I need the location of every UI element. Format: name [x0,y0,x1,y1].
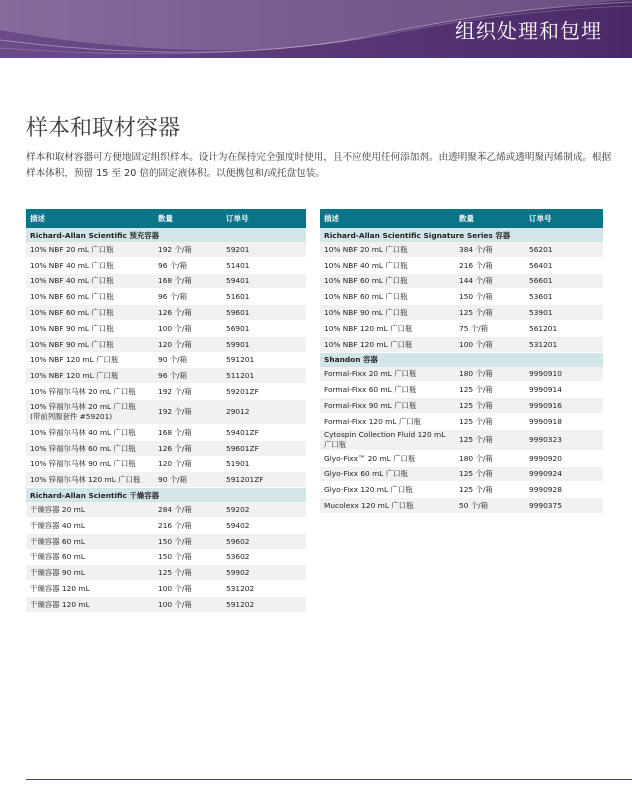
cell-description: 10% 锌福尔马林 40 mL 广口瓶 [26,424,154,440]
cell-description: 干燥容器 40 mL [26,517,154,533]
cell-order-number: 59901 [222,336,306,352]
header-banner [0,0,632,58]
cell-description: 干燥容器 120 mL [26,596,154,612]
cell-description: 10% 锌福尔马林 90 mL 广口瓶 [26,456,154,472]
cell-order-number: 561201 [525,320,603,336]
cell-description: 10% 锌福尔马林 120 mL 广口瓶 [26,472,154,488]
section-title: Richard-Allan Scientific 干燥容器 [26,488,306,503]
column-header-description: 描述 [26,209,154,228]
table-row [26,581,306,597]
cell-order-number: 59202 [222,502,306,517]
cell-quantity: 100 个/箱 [154,596,222,612]
cell-order-number: 53601 [525,289,603,305]
cell-description: 10% NBF 90 mL 广口瓶 [26,336,154,352]
section-header-row [26,228,306,242]
cell-quantity: 120 个/箱 [154,456,222,472]
cell-order-number: 591202 [222,596,306,612]
table-row [26,533,306,549]
section-title: Shandon 容器 [320,352,603,367]
cell-order-number: 51401 [222,257,306,273]
table-header-row [320,209,603,228]
table-row [320,336,603,352]
cell-quantity: 125 个/箱 [455,413,525,429]
cell-description: Glyo-Fixx™ 20 mL 广口瓶 [320,450,455,466]
cell-quantity: 126 个/箱 [154,305,222,321]
section-title: Richard-Allan Scientific 预充容器 [26,228,306,242]
cell-description: 10% NBF 60 mL 广口瓶 [320,273,455,289]
cell-description: 10% 锌福尔马林 20 mL 广口瓶 [26,384,154,400]
cell-quantity: 125 个/箱 [455,429,525,450]
cell-order-number: 9990375 [525,498,603,514]
table-row [320,498,603,514]
product-table-left [26,209,306,613]
table-row [320,398,603,414]
table-row [320,482,603,498]
cell-order-number: 9990916 [525,398,603,414]
cell-description: 10% NBF 120 mL 广口瓶 [320,320,455,336]
cell-description: 干燥容器 120 mL [26,581,154,597]
table-row [320,429,603,450]
table-row [26,399,306,424]
cell-quantity: 126 个/箱 [154,440,222,456]
table-row [320,413,603,429]
cell-description: 10% NBF 60 mL 广口瓶 [320,289,455,305]
cell-description: 10% NBF 20 mL 广口瓶 [320,242,455,257]
cell-quantity: 125 个/箱 [455,398,525,414]
table-row [26,502,306,517]
cell-order-number: 531202 [222,581,306,597]
table-row [26,368,306,384]
cell-order-number: 56201 [525,242,603,257]
table-row [26,549,306,565]
cell-quantity: 96 个/箱 [154,257,222,273]
cell-quantity: 284 个/箱 [154,502,222,517]
cell-quantity: 144 个/箱 [455,273,525,289]
cell-description: 10% NBF 40 mL 广口瓶 [26,273,154,289]
cell-description: 干燥容器 20 mL [26,502,154,517]
cell-description: 10% NBF 120 mL 广口瓶 [26,368,154,384]
cell-order-number: 531201 [525,336,603,352]
cell-quantity: 150 个/箱 [154,533,222,549]
table-row [320,320,603,336]
cell-quantity: 216 个/箱 [455,257,525,273]
cell-quantity: 180 个/箱 [455,450,525,466]
cell-quantity: 96 个/箱 [154,289,222,305]
cell-order-number: 51601 [222,289,306,305]
cell-order-number: 56601 [525,273,603,289]
table-row [26,456,306,472]
column-header-description: 描述 [320,209,455,228]
table-row [320,242,603,257]
section-title: 组织处理和包埋 [455,19,602,43]
cell-order-number: 59201 [222,242,306,257]
cell-quantity: 125 个/箱 [455,382,525,398]
cell-description: Formal-Fixx 90 mL 广口瓶 [320,398,455,414]
cell-description: Formal-Fixx 60 mL 广口瓶 [320,382,455,398]
cell-quantity: 192 个/箱 [154,384,222,400]
table-row [26,565,306,581]
cell-order-number: 591201ZF [222,472,306,488]
footer-divider [26,779,632,780]
cell-quantity: 192 个/箱 [154,399,222,424]
cell-description: Mucolexx 120 mL 广口瓶 [320,498,455,514]
cell-quantity: 90 个/箱 [154,352,222,368]
table-row [26,424,306,440]
cell-quantity: 50 个/箱 [455,498,525,514]
cell-quantity: 192 个/箱 [154,242,222,257]
cell-order-number: 59401ZF [222,424,306,440]
cell-description: 10% NBF 120 mL 广口瓶 [320,336,455,352]
table-row [320,257,603,273]
cell-description: 10% 锌福尔马林 20 mL 广口瓶 (带前列腺套件 #59201) [26,399,154,424]
cell-quantity: 150 个/箱 [455,289,525,305]
cell-order-number: 59401 [222,273,306,289]
table-row [26,273,306,289]
cell-order-number: 511201 [222,368,306,384]
cell-quantity: 180 个/箱 [455,367,525,382]
cell-description: 10% 锌福尔马林 60 mL 广口瓶 [26,440,154,456]
table-row [26,305,306,321]
page-title: 样本和取材容器 [26,115,181,141]
cell-quantity: 150 个/箱 [154,549,222,565]
table-row [320,305,603,321]
table-row [320,450,603,466]
table-row [26,320,306,336]
cell-quantity: 216 个/箱 [154,517,222,533]
cell-order-number: 9990910 [525,367,603,382]
table-row [320,466,603,482]
section-header-row [320,228,603,242]
cell-description: 10% NBF 120 mL 广口瓶 [26,352,154,368]
cell-order-number: 53901 [525,305,603,321]
cell-quantity: 100 个/箱 [455,336,525,352]
cell-description: Glyo-Fixx 60 mL 广口瓶 [320,466,455,482]
cell-quantity: 100 个/箱 [154,320,222,336]
table-row [320,273,603,289]
cell-order-number: 53602 [222,549,306,565]
column-header-order-number: 订单号 [525,209,603,228]
table-row [320,289,603,305]
intro-paragraph: 样本和取材容器可方便地固定组织样本。设计为在保持完全强度时使用，且不应使用任何添加剂。由透明聚苯乙烯或透明聚丙烯制成。根据样本体积，预留 15 至 20 倍的固定液体积。以便携包和/或托盘包装。 [26,151,612,179]
product-table-right [320,209,603,514]
cell-order-number: 59601 [222,305,306,321]
table-row [26,289,306,305]
cell-description: 10% NBF 90 mL 广口瓶 [26,320,154,336]
table-header-row [26,209,306,228]
cell-quantity: 90 个/箱 [154,472,222,488]
column-header-quantity: 数量 [455,209,525,228]
cell-description: 10% NBF 60 mL 广口瓶 [26,305,154,321]
cell-description: 10% NBF 90 mL 广口瓶 [320,305,455,321]
table-row [26,517,306,533]
table-row [26,257,306,273]
cell-description: 10% NBF 40 mL 广口瓶 [26,257,154,273]
cell-order-number: 51901 [222,456,306,472]
cell-order-number: 591201 [222,352,306,368]
cell-description: 干燥容器 60 mL [26,533,154,549]
cell-order-number: 9990924 [525,466,603,482]
cell-quantity: 125 个/箱 [455,466,525,482]
cell-order-number: 9990918 [525,413,603,429]
cell-order-number: 9990928 [525,482,603,498]
cell-description: 干燥容器 90 mL [26,565,154,581]
cell-order-number: 59402 [222,517,306,533]
cell-quantity: 125 个/箱 [455,482,525,498]
table-row [320,382,603,398]
cell-quantity: 168 个/箱 [154,273,222,289]
table-row [26,596,306,612]
table-row [26,472,306,488]
cell-quantity: 125 个/箱 [455,305,525,321]
cell-description: 10% NBF 40 mL 广口瓶 [320,257,455,273]
cell-quantity: 125 个/箱 [154,565,222,581]
cell-quantity: 75 个/箱 [455,320,525,336]
cell-description: 10% NBF 20 mL 广口瓶 [26,242,154,257]
cell-quantity: 100 个/箱 [154,581,222,597]
cell-description: Glyo-Fixx 120 mL 广口瓶 [320,482,455,498]
table-row [26,242,306,257]
cell-quantity: 384 个/箱 [455,242,525,257]
table-row [320,367,603,382]
cell-order-number: 29012 [222,399,306,424]
cell-quantity: 96 个/箱 [154,368,222,384]
cell-description: 干燥容器 60 mL [26,549,154,565]
cell-description: Formal-Fixx 20 mL 广口瓶 [320,367,455,382]
table-row [26,336,306,352]
column-header-order-number: 订单号 [222,209,306,228]
cell-order-number: 9990914 [525,382,603,398]
cell-order-number: 56401 [525,257,603,273]
cell-order-number: 9990920 [525,450,603,466]
cell-quantity: 120 个/箱 [154,336,222,352]
cell-description: Cytospin Collection Fluid 120 mL 广口瓶 [320,429,455,450]
cell-quantity: 168 个/箱 [154,424,222,440]
cell-order-number: 59902 [222,565,306,581]
cell-order-number: 59601ZF [222,440,306,456]
cell-order-number: 9990323 [525,429,603,450]
cell-order-number: 59201ZF [222,384,306,400]
table-row [26,352,306,368]
cell-description: 10% NBF 60 mL 广口瓶 [26,289,154,305]
column-header-quantity: 数量 [154,209,222,228]
cell-order-number: 59602 [222,533,306,549]
section-header-row [26,488,306,503]
cell-order-number: 56901 [222,320,306,336]
table-row [26,384,306,400]
cell-description: Formal-Fixx 120 mL 广口瓶 [320,413,455,429]
table-row [26,440,306,456]
section-header-row [320,352,603,367]
section-title: Richard-Allan Scientific Signature Series 容器 [320,228,603,242]
